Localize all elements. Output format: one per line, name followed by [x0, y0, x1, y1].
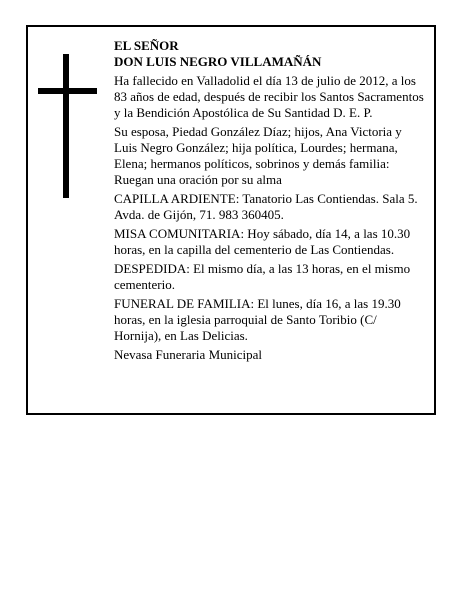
mass-info: MISA COMUNITARIA: Hoy sábado, día 14, a las 10.30 horas, en la capilla del cementerio de Las Contiendas. [114, 226, 411, 257]
family-listing: Su esposa, Piedad González Díaz; hijos, Ana Victoria y Luis Negro González; hija política, Lourdes; hermana, Elena; hermanos políticos, sobrinos y demás familia: Ruegan una oración por su alma [114, 124, 402, 187]
obituary-text [114, 38, 426, 366]
deceased-name: DON LUIS NEGRO VILLAMAÑÁN [114, 54, 322, 69]
funeral-info: FUNERAL DE FAMILIA: El lunes, día 16, a las 19.30 horas, en la iglesia parroquial de Santo Toribio (C/ Hornija), en Las Delicias. [114, 296, 401, 343]
farewell-info: DESPEDIDA: El mismo día, a las 13 horas, en el mismo cementerio. [114, 261, 411, 292]
heading-title: EL SEÑOR [114, 38, 179, 53]
cross-vertical-bar [63, 54, 69, 198]
chapel-info: CAPILLA ARDIENTE: Tanatorio Las Contiendas. Sala 5. Avda. de Gijón, 71. 983 360405. [114, 191, 418, 222]
funeral-home: Nevasa Funeraria Municipal [114, 347, 263, 362]
death-announcement: Ha fallecido en Valladolid el día 13 de julio de 2012, a los 83 años de edad, después de recibir los Santos Sacramentos y la Bendición Apostólica de Su Santidad D. E. P. [114, 73, 424, 120]
cross-horizontal-bar [38, 88, 97, 94]
latin-cross-icon [38, 54, 97, 198]
